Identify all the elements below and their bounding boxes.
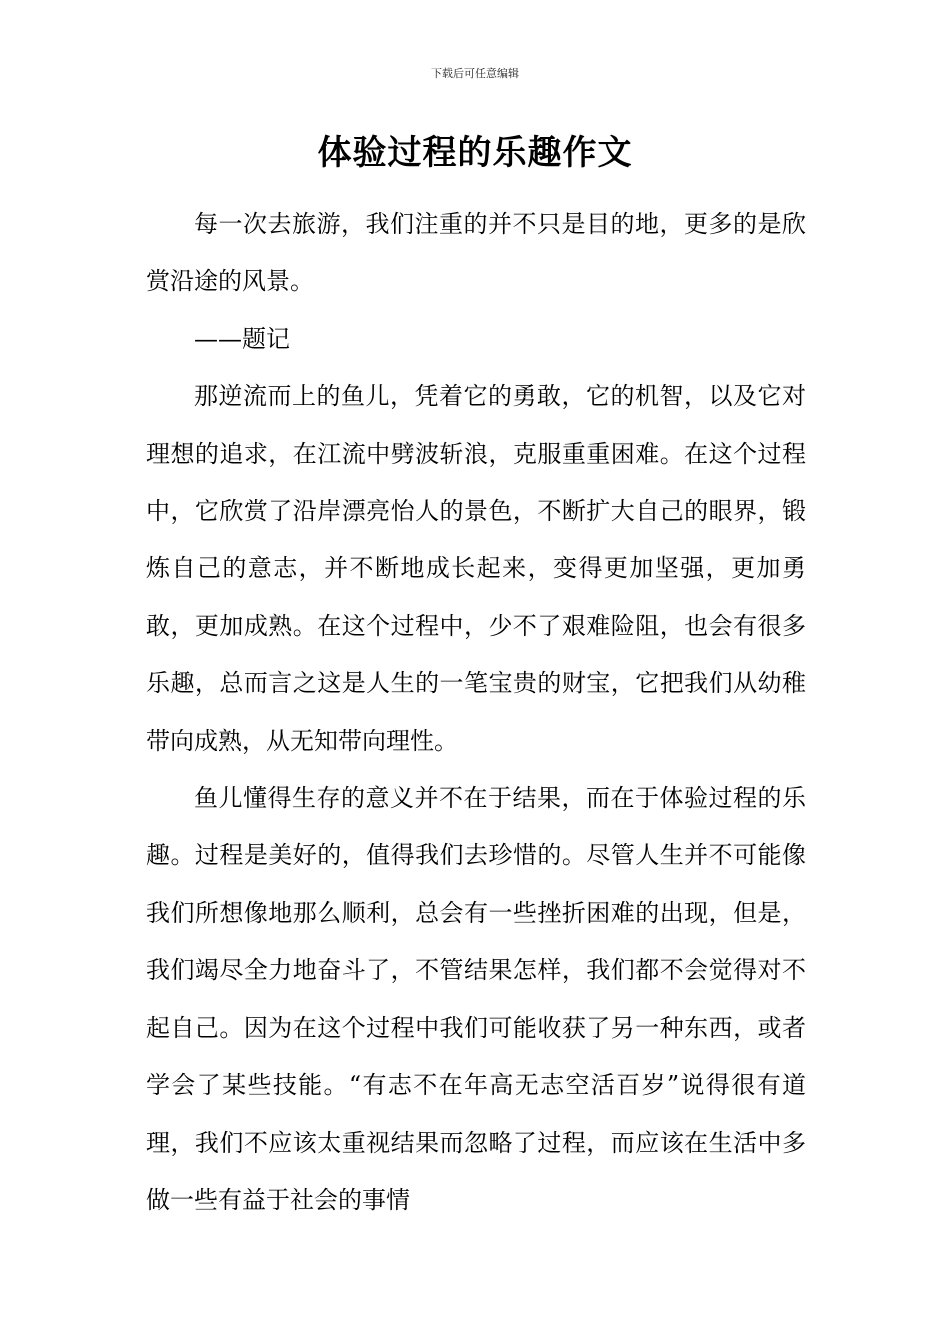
- header-note: 下载后可任意编辑: [431, 67, 519, 80]
- page-title: 体验过程的乐趣作文: [317, 133, 633, 173]
- paragraph-meaning: 鱼儿懂得生存的意义并不在于结果，而在于体验过程的乐趣。过程是美好的，值得我们去珍惜的。尽管人生并不可能像我们所想像地那么顺利，总会有一些挫折困难的出现，但是，我们竭尽全力地奋斗了，不管结果怎样，我们都不会觉得对不起自己。因为在这个过程中我们可能收获了另一种东西，或者学会了某些技能。“有志不在年高无志空活百岁”说得很有道理，我们不应该太重视结果而忽略了过程，而应该在生活中多做一些有益于社会的事情: [146, 784, 806, 1214]
- essay-body: [146, 196, 806, 1229]
- paragraph-epigraph-attribution: ——题记: [194, 324, 290, 353]
- paragraph-intro: 每一次去旅游，我们注重的并不只是目的地，更多的是欣赏沿途的风景。: [146, 210, 806, 296]
- paragraph-fish: 那逆流而上的鱼儿，凭着它的勇敢，它的机智，以及它对理想的追求，在江流中劈波斩浪，克服重重困难。在这个过程中，它欣赏了沿岸漂亮怡人的景色，不断扩大自己的眼界，锻炼自己的意志，并不断地成长起来，变得更加坚强，更加勇敢，更加成熟。在这个过程中，少不了艰难险阻，也会有很多乐趣，总而言之这是人生的一笔宝贵的财宝，它把我们从幼稚带向成熟，从无知带向理性。: [146, 382, 806, 755]
